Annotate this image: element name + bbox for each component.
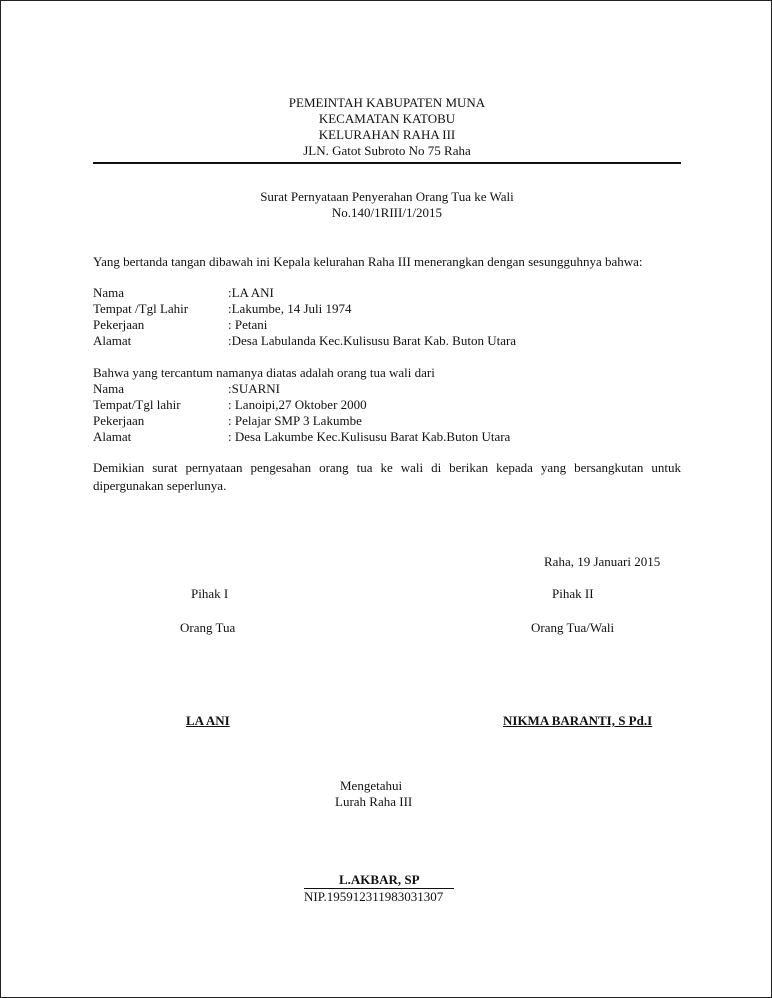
person2-row (93, 381, 280, 397)
party1-name: LA ANI (186, 713, 230, 728)
place-date: Raha, 19 Januari 2015 (544, 554, 661, 569)
party1-role: Orang Tua (180, 620, 236, 635)
person2-label: Pekerjaan (93, 413, 145, 428)
intro-text: Yang bertanda tangan dibawah ini Kepala kelurahan Raha III menerangkan dengan sesungguhnya bahwa: (93, 254, 643, 269)
person2-label: Tempat/Tgl lahir (93, 397, 181, 412)
approval-nip: NIP.195912311983031307 (304, 889, 444, 904)
person1-label: Pekerjaan (93, 317, 145, 332)
letter-title (1, 189, 772, 221)
letterhead (1, 95, 772, 159)
person2-value: : Lanoipi,27 Oktober 2000 (228, 397, 367, 412)
party2-role: Orang Tua/Wali (531, 620, 615, 635)
letter-subject: Surat Pernyataan Penyerahan Orang Tua ke Wali (260, 189, 514, 204)
person2-row (93, 413, 362, 429)
person1-row (93, 301, 352, 317)
person1-value: :Lakumbe, 14 Juli 1974 (228, 301, 352, 316)
party2-title: Pihak II (552, 586, 594, 601)
person1-value: :Desa Labulanda Kec.Kulisusu Barat Kab. Buton Utara (228, 333, 517, 348)
person1-row (93, 333, 516, 349)
person1-value: : Petani (228, 317, 268, 332)
person1-label: Nama (93, 285, 125, 300)
letterhead-government: PEMEINTAH KABUPATEN MUNA (288, 95, 486, 110)
transition-text: Bahwa yang tercantum namanya diatas adalah orang tua wali dari (93, 365, 435, 380)
person2-label: Alamat (93, 429, 132, 444)
approval-label: Mengetahui (340, 778, 403, 793)
letterhead-address: JLN. Gatot Subroto No 75 Raha (303, 143, 471, 158)
letterhead-district: KECAMATAN KATOBU (318, 111, 456, 126)
person1-row (93, 317, 267, 333)
person2-value: :SUARNI (228, 381, 281, 396)
person2-row (93, 397, 367, 413)
party1-title: Pihak I (191, 586, 229, 601)
person1-row (93, 285, 274, 301)
letterhead-divider (93, 162, 681, 164)
person2-value: : Pelajar SMP 3 Lakumbe (228, 413, 362, 428)
party2-name: NIKMA BARANTI, S Pd.I (503, 713, 653, 728)
person2-label: Nama (93, 381, 125, 396)
person1-value: :LA ANI (228, 285, 274, 300)
person2-row (93, 429, 510, 445)
approval-office: Lurah Raha III (335, 794, 413, 809)
closing-paragraph: Demikian surat pernyataan pengesahan orang tua ke wali di berikan kepada yang bersangkutan untuk dipergunakan seperlunya. (93, 460, 681, 493)
person1-label: Tempat /Tgl Lahir (93, 301, 189, 316)
person1-label: Alamat (93, 333, 132, 348)
person2-value: : Desa Lakumbe Kec.Kulisusu Barat Kab.Buton Utara (228, 429, 511, 444)
letterhead-village: KELURAHAN RAHA III (318, 127, 456, 142)
approval-name: L.AKBAR, SP (339, 872, 420, 887)
letter-number: No.140/1RIII/1/2015 (331, 205, 443, 220)
